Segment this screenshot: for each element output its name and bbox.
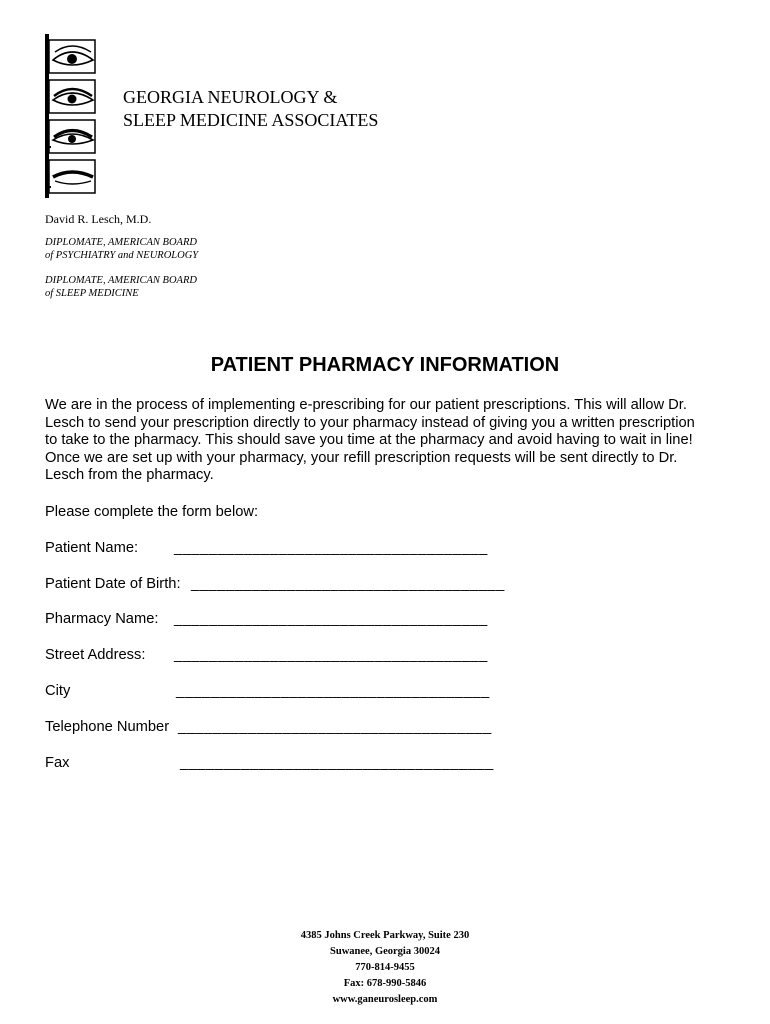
intro-paragraph (45, 397, 735, 485)
street-address-label: Street Address: (45, 647, 146, 663)
dob-label: Patient Date of Birth: (45, 576, 181, 592)
pharmacy-name-label: Pharmacy Name: (45, 611, 159, 627)
street-address-blank[interactable]: ____________________________________ (174, 647, 488, 663)
footer-city-state: Suwanee, Georgia 30024 (330, 946, 440, 957)
intro-line: We are in the process of implementing e-prescribing for our patient prescriptions. This will allow Dr. (45, 397, 687, 413)
org-name-line2: SLEEP MEDICINE ASSOCIATES (123, 110, 379, 130)
eye-logo-icon (45, 34, 99, 198)
city-blank[interactable]: ____________________________________ (176, 683, 490, 699)
patient-name-label: Patient Name: (45, 540, 139, 556)
footer-website[interactable]: www.ganeurosleep.com (332, 994, 438, 1005)
form-instruction: Please complete the form below: (45, 504, 259, 520)
form-title: PATIENT PHARMACY INFORMATION (210, 354, 560, 376)
footer-contact (0, 928, 770, 1008)
intro-line: Once we are set up with your pharmacy, your refill prescription requests will be sent directly to Dr. (45, 449, 678, 466)
diplomate-credential-2 (45, 275, 197, 300)
diplomate-2-line1: DIPLOMATE, AMERICAN BOARD (45, 275, 197, 286)
city-label: City (45, 683, 71, 699)
organization-name (123, 86, 378, 132)
footer-address: 4385 Johns Creek Parkway, Suite 230 (300, 930, 470, 941)
telephone-label: Telephone Number (45, 719, 170, 735)
intro-line: Lesch to send your prescription directly to your pharmacy instead of giving you a written prescription (45, 414, 695, 431)
fax-label: Fax (45, 755, 70, 771)
intro-line: to take to the pharmacy. This should save you time at the pharmacy and avoid having to wait in line! (45, 432, 693, 449)
intro-line: Lesch from the pharmacy. (45, 467, 214, 484)
footer-phone: 770-814-9455 (355, 962, 415, 973)
pharmacy-name-blank[interactable]: ____________________________________ (174, 611, 488, 627)
diplomate-credential-1 (45, 237, 198, 262)
diplomate-1-line1: DIPLOMATE, AMERICAN BOARD (45, 237, 197, 248)
telephone-blank[interactable]: ____________________________________ (178, 719, 492, 735)
doctor-name: David R. Lesch, M.D. (45, 212, 152, 226)
fax-blank[interactable]: ____________________________________ (180, 755, 494, 771)
org-name-line1: GEORGIA NEUROLOGY & (123, 87, 338, 107)
dob-blank[interactable]: ____________________________________ (191, 576, 505, 592)
diplomate-1-line2: of PSYCHIATRY and NEUROLOGY (45, 249, 199, 261)
footer-fax: Fax: 678-990-5846 (343, 978, 427, 989)
diplomate-2-line2: of SLEEP MEDICINE (45, 287, 139, 299)
patient-name-blank[interactable]: ____________________________________ (174, 540, 488, 556)
